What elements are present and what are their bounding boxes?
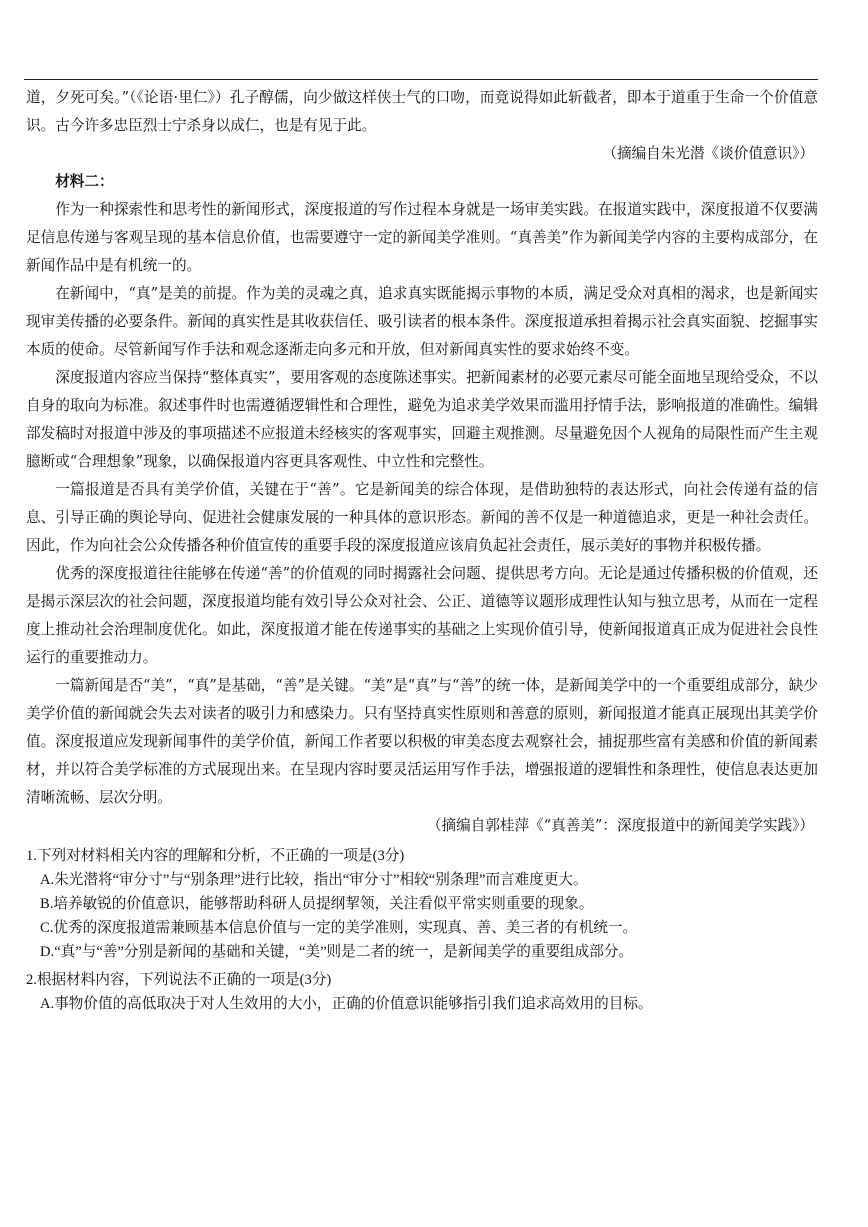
material-one-tail (26, 84, 818, 168)
page-content (26, 84, 818, 1016)
question-2 (26, 968, 818, 1016)
material-two-paragraph-5: 优秀的深度报道往往能够在传递“善”的价值观的同时揭露社会问题、提供思考方向。无论是通过传播积极的价值观，还是揭示深层次的社会问题，深度报道均能有效引导公众对社会、公正、道德等议题形成理性认知与独立思考，从而在一定程度上推动社会治理制度优化。如此，深度报道才能在传递事实的基础之上实现价值引导，使新闻报道真正成为促进社会良性运行的重要推动力。 (26, 565, 818, 666)
material-two-paragraph-6: 一篇新闻是否“美”，“真”是基础，“善”是关键。“美”是“真”与“善”的统一体，是新闻美学中的一个重要组成部分，缺少美学价值的新闻就会失去对读者的吸引力和感染力。只有坚持真实性原则和善意的原则，新闻报道才能真正展现出其美学价值。深度报道应发现新闻事件的美学价值，新闻工作者要以积极的审美态度去观察社会，捕捉那些富有美感和价值的新闻素材，并以符合美学标准的方式展现出来。在呈现内容时要灵活运用写作手法，增强报道的逻辑性和条理性，使信息表达更加清晰流畅、层次分明。 (26, 677, 818, 806)
material-one-source: （摘编自朱光潜《谈价值意识》） (602, 145, 814, 162)
material-two-paragraph-3: 深度报道内容应当保持“整体真实”，要用客观的态度陈述事实。把新闻素材的必要元素尽可能全面地呈现给受众，不以自身的取向为标准。叙述事件时也需遵循逻辑性和合理性，避免为追求美学效果而滥用抒情手法，影响报道的准确性。编辑部发稿时对报道中涉及的事项描述不应报道未经核实的客观事实，回避主观推测。尽量避免因个人视角的局限性而产生主观臆断或“合理想象”现象，以确保报道内容更具客观性、中立性和完整性。 (26, 369, 818, 470)
question-2-stem: 2.根据材料内容，下列说法不正确的一项是(3分) (26, 972, 332, 988)
material-one-closing-paragraph: 道，夕死可矣。”（《论语·里仁》）孔子醇儒，向少做这样侠士气的口吻，而竟说得如此斩截者，即本于道重于生命一个价值意识。古今许多忠臣烈士宁杀身以成仁，也是有见于此。 (26, 89, 818, 134)
question-1 (26, 844, 818, 964)
question-1-option-a: A.朱光潜将“审分寸”与“别条理”进行比较，指出“审分寸”相较“别条理”而言难度更大。 (40, 872, 588, 888)
material-two (26, 168, 818, 840)
header-rule (24, 79, 818, 80)
material-two-paragraph-4: 一篇报道是否具有美学价值，关键在于“善”。它是新闻美的综合体现，是借助独特的表达形式，向社会传递有益的信息、引导正确的舆论导向、促进社会健康发展的一种具体的意识形态。新闻的善不仅是一种道德追求，更是一种社会责任。因此，作为向社会公众传播各种价值宣传的重要手段的深度报道应该肩负起社会责任，展示美好的事物并积极传播。 (26, 481, 818, 554)
question-1-option-d: D.“真”与“善”分别是新闻的基础和关键，“美”则是二者的统一，是新闻美学的重要组成部分。 (40, 944, 634, 960)
question-2-option-a: A.事物价值的高低取决于对人生效用的大小，正确的价值意识能够指引我们追求高效用的目标。 (40, 996, 653, 1012)
question-1-stem: 1.下列对材料相关内容的理解和分析，不正确的一项是(3分) (26, 848, 405, 864)
material-two-paragraph-1: 作为一种探索性和思考性的新闻形式，深度报道的写作过程本身就是一场审美实践。在报道实践中，深度报道不仅要满足信息传递与客观呈现的基本信息价值，也需要遵守一定的新闻美学准则。“真善美”作为新闻美学内容的主要构成部分，在新闻作品中是有机统一的。 (26, 201, 818, 274)
question-1-option-c: C.优秀的深度报道需兼顾基本信息价值与一定的美学准则，实现真、善、美三者的有机统一。 (40, 920, 638, 936)
material-two-paragraph-2: 在新闻中，“真”是美的前提。作为美的灵魂之真，追求真实既能揭示事物的本质，满足受众对真相的渴求，也是新闻实现审美传播的必要条件。新闻的真实性是其收获信任、吸引读者的根本条件。深度报道承担着揭示社会真实面貌、挖掘事实本质的使命。尽管新闻写作手法和观念逐渐走向多元和开放，但对新闻真实性的要求始终不变。 (26, 285, 818, 358)
material-two-heading: 材料二： (55, 173, 114, 190)
question-1-option-b: B.培养敏锐的价值意识，能够帮助科研人员提纲挈领，关注看似平常实则重要的现象。 (40, 896, 594, 912)
material-two-source: （摘编自郭桂萍《“真善美”：深度报道中的新闻美学实践》） (426, 817, 814, 834)
